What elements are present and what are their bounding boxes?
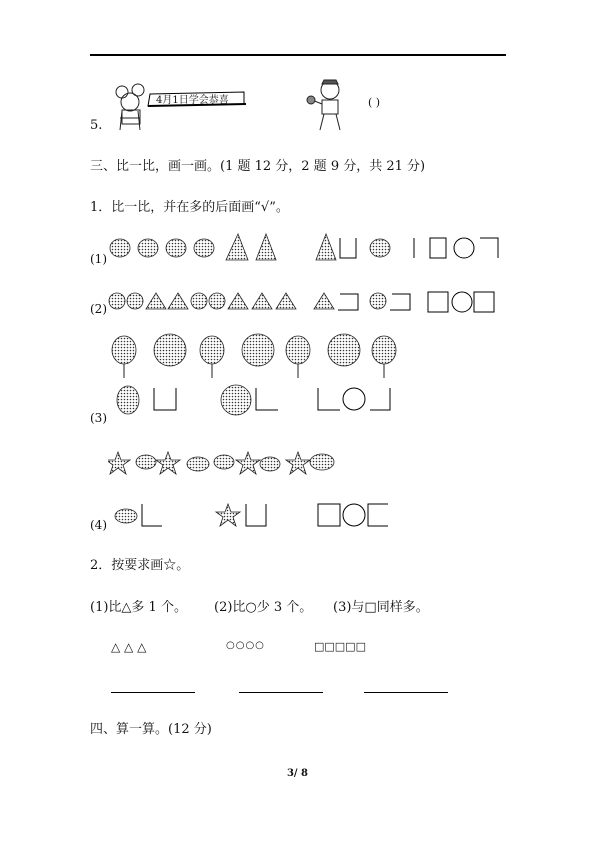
section4-heading: 四、算一算。(12 分) (90, 722, 212, 737)
q1-row3-lanterns-top (108, 328, 408, 380)
q5-boy-with-ball-picture (306, 76, 352, 132)
q1-row4-label: (4) (90, 518, 107, 532)
q1-row2-label: (2) (90, 302, 107, 316)
q1-row3-answer-pictures (108, 380, 408, 420)
section3-heading: 三、比一比，画一画。(1 题 12 分，2 题 9 分，共 21 分) (90, 159, 426, 174)
q2-title: 2．按要求画☆。 (90, 558, 190, 573)
q1-row1-pictures (108, 230, 508, 266)
header-rule (90, 54, 506, 56)
q2-sub2: (2)比○少 3 个。 (214, 600, 313, 615)
q2-answer-line-3[interactable] (364, 692, 448, 693)
q1-row2-pictures (108, 288, 508, 314)
q2-answer-line-1[interactable] (111, 692, 195, 693)
q2-triangles-row: △ △ △ (111, 640, 147, 654)
q5-card-text: 4月1日学会恭喜 (156, 95, 229, 106)
q2-squares-row: □□□□□ (314, 640, 366, 653)
q2-answer-line-2[interactable] (239, 692, 323, 693)
q1-row1-label: (1) (90, 252, 107, 266)
q1-title: 1．比一比，并在多的后面画“√”。 (90, 200, 289, 215)
q1-row4-sea-creatures (108, 448, 348, 478)
q1-row3-label: (3) (90, 411, 107, 425)
q5-answer-paren: ( ) (368, 96, 381, 109)
q2-sub3: (3)与□同样多。 (333, 600, 429, 615)
q2-sub1: (1)比△多 1 个。 (90, 600, 187, 615)
q5-number: 5. (90, 118, 103, 133)
page-number: 3/ 8 (286, 768, 309, 779)
q2-circles-row: ○○○○ (226, 640, 265, 651)
q1-row4-answer-pictures (112, 500, 402, 530)
